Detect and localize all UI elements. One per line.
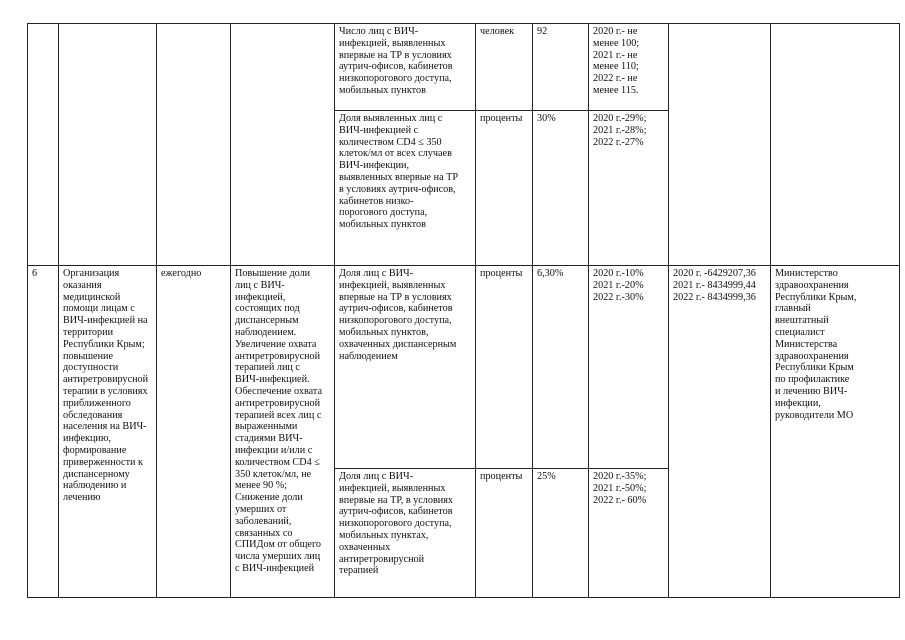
result-cell: Повышение доли лиц с ВИЧ- инфекцией, состоящих под диспансерным наблюдением. Увеличение охвата антиретровирусной терапией лиц с ВИЧ-инфекцией. Обеспечение охвата антиретровирусной терапией всех лиц с выраженными стадиями ВИЧ- инфекции и/или с количеством CD4 ≤ 350 клеток/мл, не менее 90 %; Снижение доли умерших от заболеваний, связанных со СПИДом от общего числа умерших лиц с ВИЧ-инфекцией <box>231 266 335 598</box>
targets-cell: 2020 г.-10% 2021 г.-20% 2022 г.-30% <box>589 266 669 469</box>
unit-cell: человек <box>476 24 533 111</box>
number-cell: 6 <box>28 266 59 598</box>
finance-cell: 2020 г. -6429207,36 2021 г.- 8434999,44 2022 г.- 8434999,36 <box>669 266 771 598</box>
indicator-cell: Доля выявленных лиц с ВИЧ-инфекцией с количеством CD4 ≤ 350 клеток/мл от всех случаев ВИЧ-инфекции, выявленных впервые на ТР в условиях аутрич-офисов, кабинетов низко- порогового доступа, мобильных пунктов <box>335 111 476 266</box>
base-value-cell: 6,30% <box>533 266 589 469</box>
table-row <box>28 266 900 469</box>
targets-cell: 2020 г.- не менее 100; 2021 г.- не менее 110; 2022 г.- не менее 115. <box>589 24 669 111</box>
targets-cell: 2020 г.-29%; 2021 г.-28%; 2022 г.-27% <box>589 111 669 266</box>
table-row <box>28 24 900 111</box>
base-value-cell: 30% <box>533 111 589 266</box>
activity-cell-empty <box>59 24 157 266</box>
responsible-cell: Министерство здравоохранения Республики Крым, главный внештатный специалист Министерства здравоохранения Республики Крым по профилактике и лечению ВИЧ- инфекции, руководители МО <box>771 266 900 598</box>
program-table <box>27 23 900 598</box>
result-cell-empty <box>231 24 335 266</box>
indicator-cell: Доля лиц с ВИЧ- инфекцией, выявленных впервые на ТР в условиях аутрич-офисов, кабинетов низкопорогового доступа, мобильных пунктов, охваченных диспансерным наблюдением <box>335 266 476 469</box>
finance-cell-empty <box>669 24 771 266</box>
indicator-cell: Доля лиц с ВИЧ- инфекцией, выявленных впервые на ТР, в условиях аутрич-офисов, кабинетов низкопорогового доступа, мобильных пунктах, охваченных антиретровирусной терапией <box>335 469 476 598</box>
base-value-cell: 92 <box>533 24 589 111</box>
number-cell-empty <box>28 24 59 266</box>
unit-cell: проценты <box>476 469 533 598</box>
activity-cell: Организация оказания медицинской помощи лицам с ВИЧ-инфекцией на территории Республики Крым; повышение доступности антиретровирусной терапии в условиях приближенного обследования населения на ВИЧ- инфекцию, формирование приверженности к диспансерному наблюдению и лечению <box>59 266 157 598</box>
targets-cell: 2020 г.-35%; 2021 г.-50%; 2022 г.- 60% <box>589 469 669 598</box>
responsible-cell-empty <box>771 24 900 266</box>
period-cell-empty <box>157 24 231 266</box>
unit-cell: проценты <box>476 266 533 469</box>
indicator-cell: Число лиц с ВИЧ- инфекцией, выявленных впервые на ТР в условиях аутрич-офисов, кабинетов низкопорогового доступа, мобильных пунктов <box>335 24 476 111</box>
base-value-cell: 25% <box>533 469 589 598</box>
period-cell: ежегодно <box>157 266 231 598</box>
unit-cell: проценты <box>476 111 533 266</box>
